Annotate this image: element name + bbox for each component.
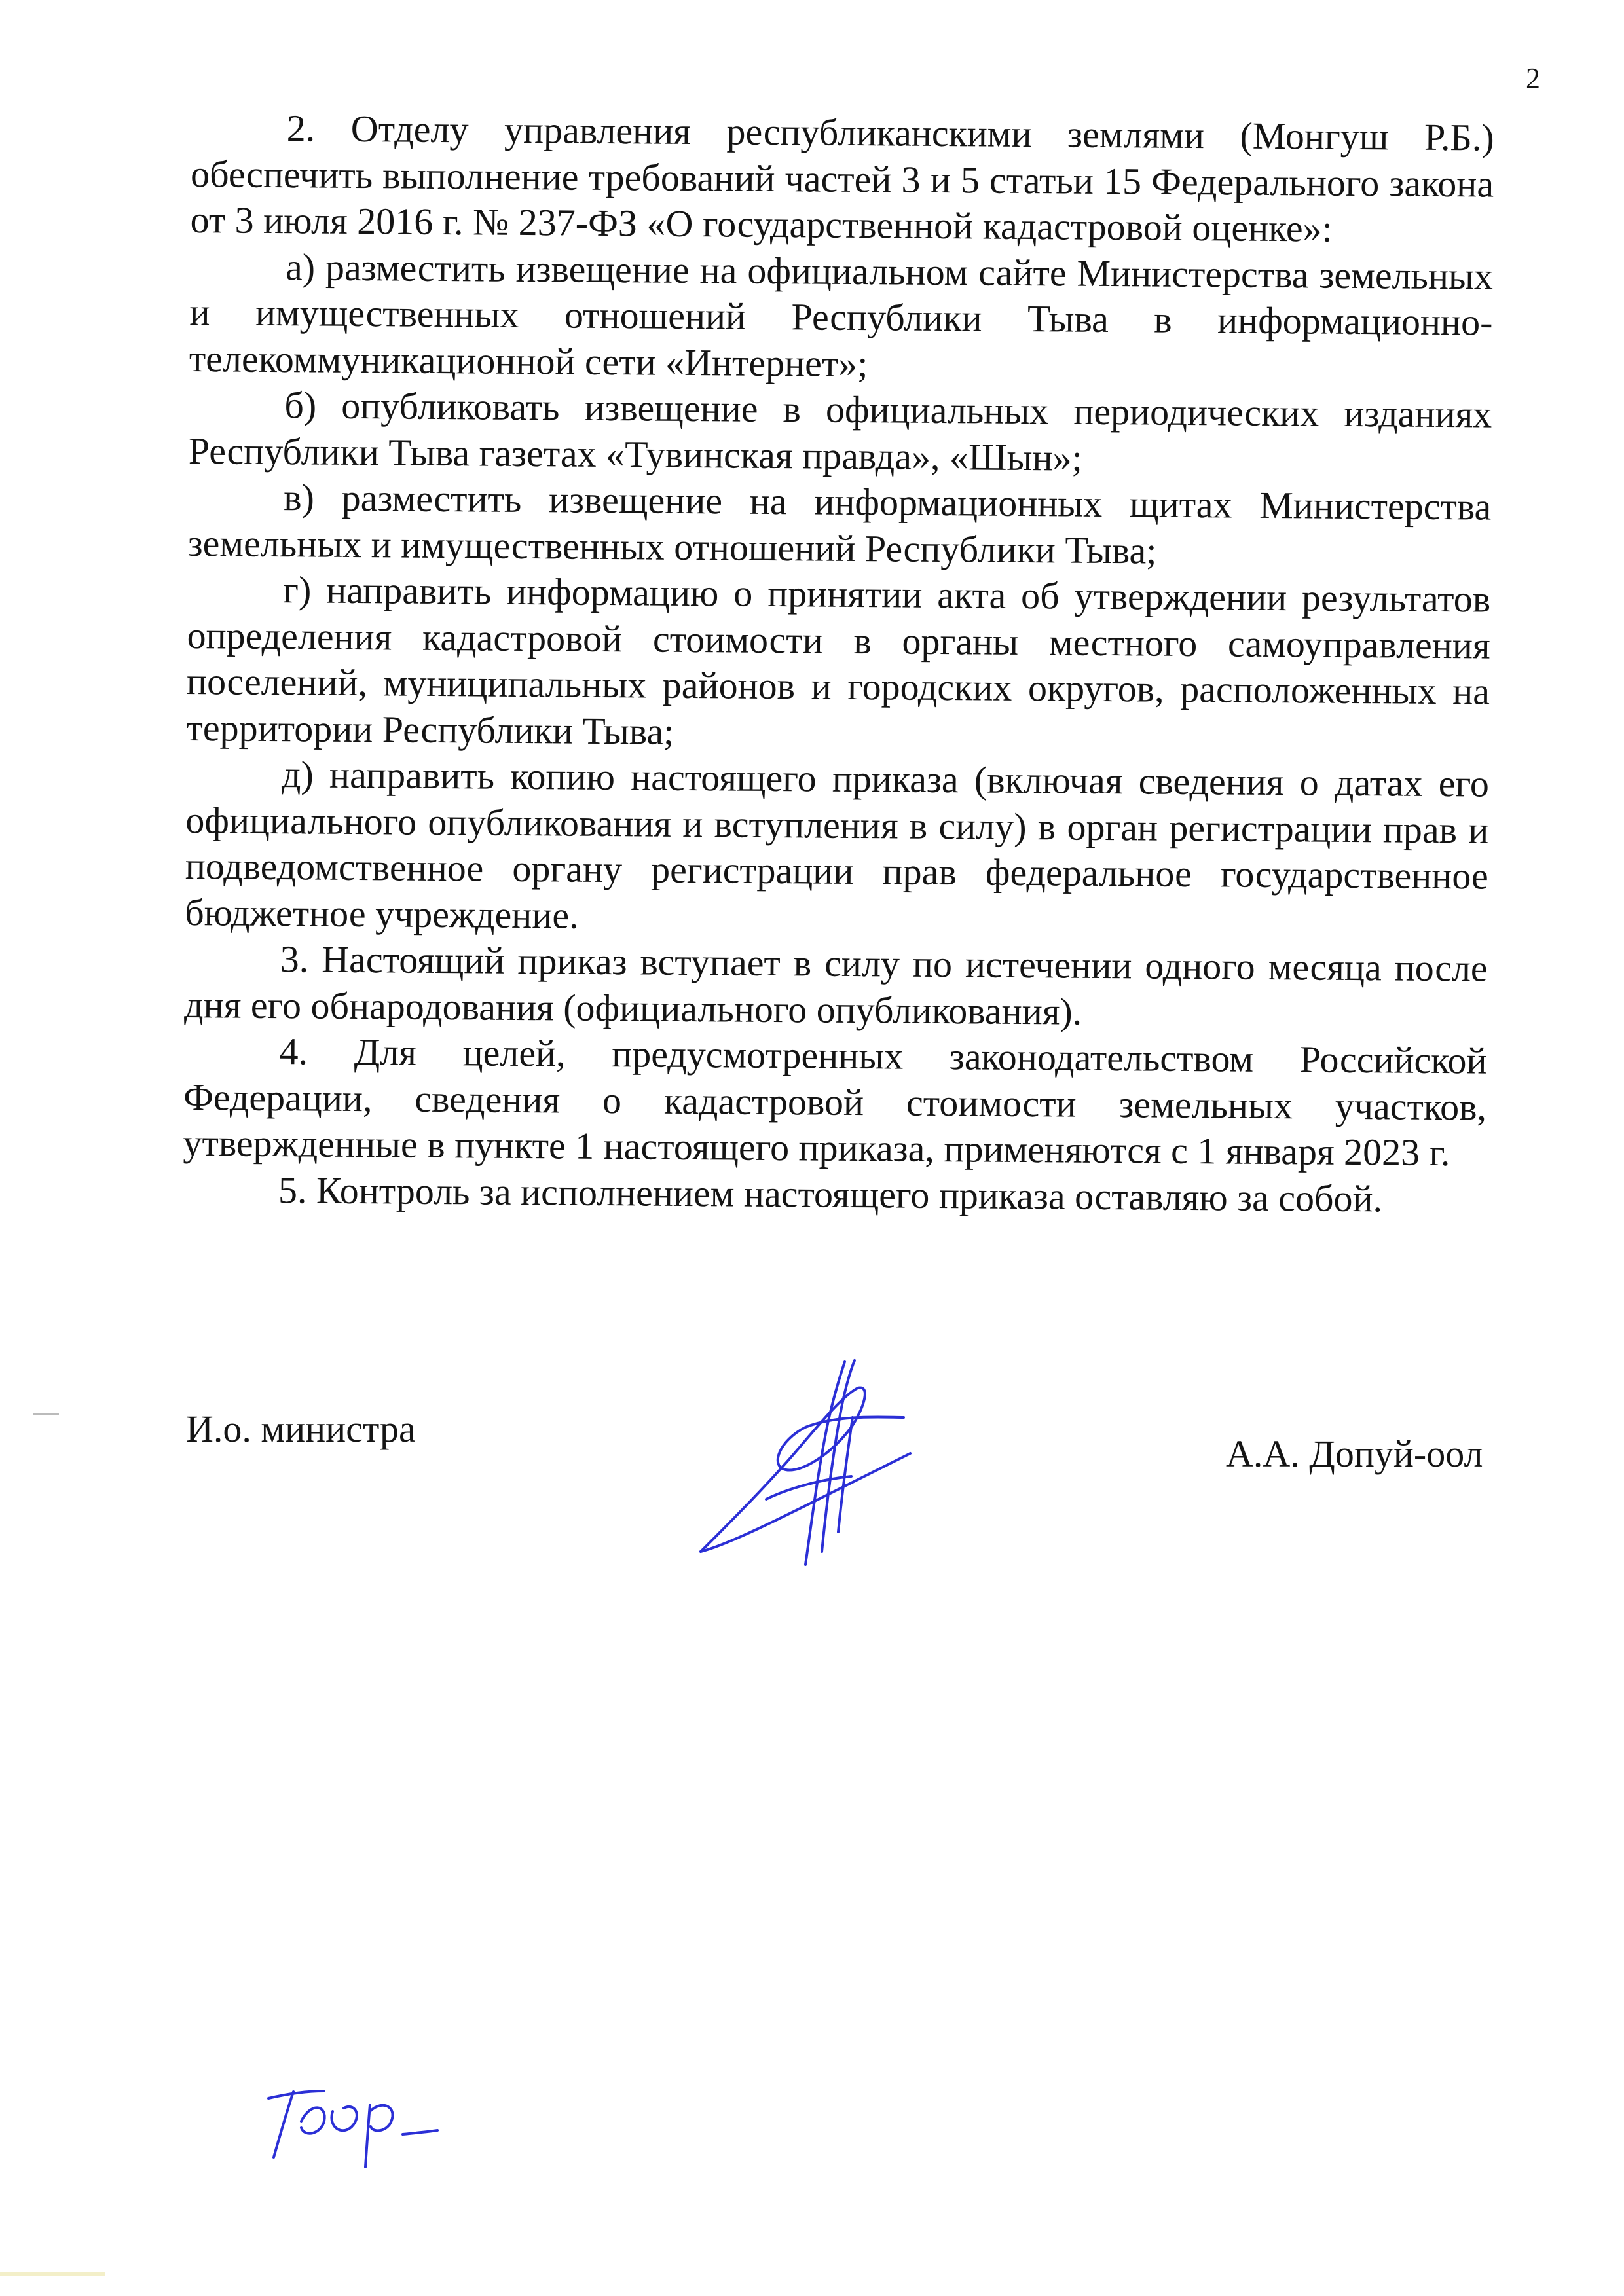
paragraph-subitem-b: б) опубликовать извещение в официальных периодических изданиях Республики Тыва газетах «Тувинская правда», «Шын»; <box>188 384 1492 479</box>
handwritten-signature <box>688 1355 923 1578</box>
paragraph-item-5: 5. Контроль за исполнением настоящего приказа оставляю за собой. <box>278 1168 1383 1220</box>
handwritten-initials <box>262 2075 439 2174</box>
paragraph-item-4: 4. Для целей, предусмотренных законодательством Российской Федерации, сведения о кадастровой стоимости земельных участков, утвержденные в пункте 1 настоящего приказа, применяются с 1 января 2023 г. <box>183 1030 1487 1175</box>
document-body <box>183 105 1494 1223</box>
scan-edge-artifact <box>0 2272 105 2276</box>
signatory-title: И.о. министра <box>186 1408 416 1450</box>
scan-artifact <box>33 1413 59 1415</box>
paragraph-item-3: 3. Настоящий приказ вступает в силу по истечении одного месяца после дня его обнародования (официального опубликования). <box>183 938 1488 1033</box>
page-number: 2 <box>1526 62 1540 94</box>
paragraph-subitem-v: в) разместить извещение на информационных щитах Министерства земельных и имущественных отношений Республики Тыва; <box>187 476 1492 572</box>
paragraph-subitem-d: д) направить копию настоящего приказа (включая сведения о датах его официального опубликования и вступления в силу) в орган регистрации прав и подведомственное органу регистрации прав федеральное государственное бюджетное учреждение. <box>185 753 1490 937</box>
paragraph-item-2: 2. Отделу управления республиканскими землями (Монгуш Р.Б.) обеспечить выполнение требований частей 3 и 5 статьи 15 Федерального закона от 3 июля 2016 г. № 237-ФЗ «О государственной кадастровой оценке»: <box>190 107 1494 250</box>
paragraph-subitem-g: г) направить информацию о принятии акта об утверждении результатов определения кадастровой стоимости в органы местного самоуправления поселений, муниципальных районов и городских округов, расположенных на территории Республики Тыва; <box>186 568 1491 753</box>
signatory-name: А.А. Допуй-оол <box>1226 1432 1483 1475</box>
paragraph-subitem-a: а) разместить извещение на официальном сайте Министерства земельных и имущественных отношений Республики Тыва в информационно-телекоммуникационной сети «Интернет»; <box>189 245 1494 385</box>
